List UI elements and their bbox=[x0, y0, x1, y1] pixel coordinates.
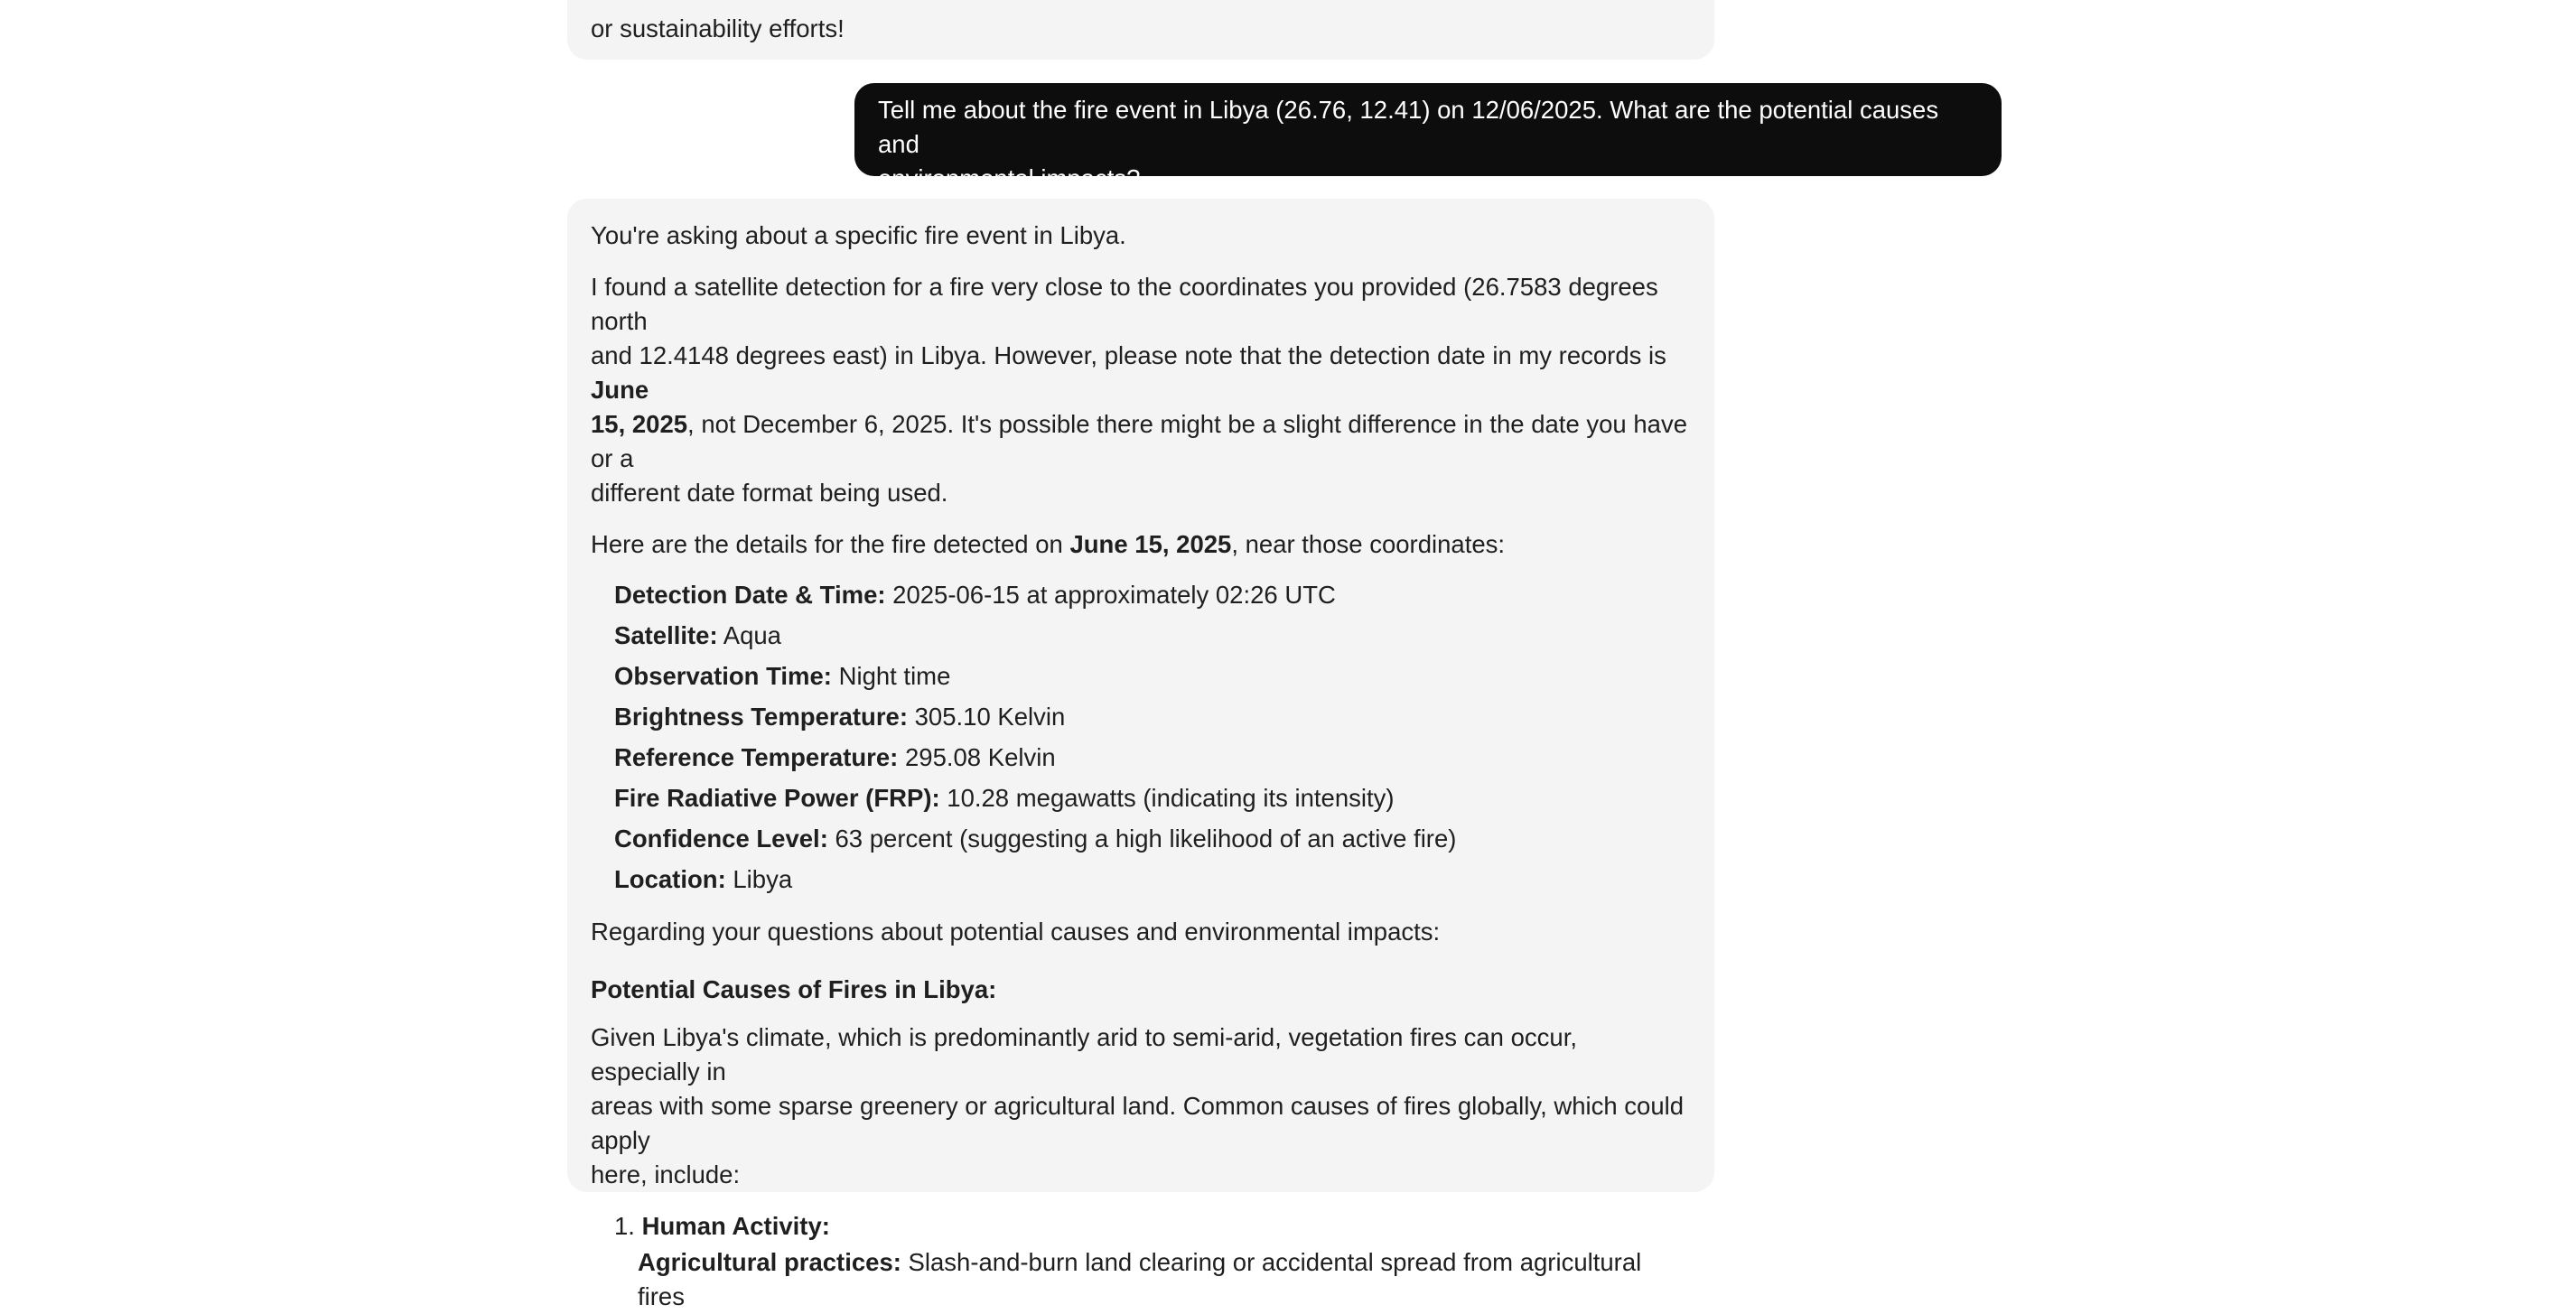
found-line: I found a satellite detection for a fire very close to the coordinates you provided (26.7583 degrees north bbox=[591, 273, 1658, 335]
details-intro-date: June 15, 2025 bbox=[1069, 530, 1232, 558]
fact-value: 295.08 Kelvin bbox=[898, 743, 1056, 771]
user-message-line: Tell me about the fire event in Libya (26.76, 12.41) on 12/06/2025. What are the potential causes and bbox=[878, 96, 1939, 158]
found-paragraph bbox=[591, 270, 1691, 510]
fact-value: Libya bbox=[725, 865, 793, 893]
intro-text: You're asking about a specific fire event in Libya. bbox=[591, 221, 1126, 249]
found-text: and 12.4148 degrees east) in Libya. However, please note that the detection date in my records is bbox=[591, 341, 1666, 369]
fact-item bbox=[614, 574, 1691, 615]
fact-item bbox=[614, 778, 1691, 818]
causes-line: here, include: bbox=[591, 1160, 741, 1188]
found-line bbox=[591, 407, 1691, 476]
fact-item bbox=[614, 615, 1691, 656]
fact-value: Aqua bbox=[717, 621, 781, 649]
causes-list bbox=[591, 1209, 1691, 1314]
fact-label: Brightness Temperature: bbox=[614, 703, 908, 731]
regarding-text: Regarding your questions about potential causes and environmental impacts: bbox=[591, 918, 1441, 946]
fact-label: Reference Temperature: bbox=[614, 743, 899, 771]
user-message-line: environmental impacts? bbox=[878, 164, 1141, 192]
fact-label: Location: bbox=[614, 865, 726, 893]
fact-item bbox=[614, 737, 1691, 778]
details-intro-text: , near those coordinates: bbox=[1231, 530, 1506, 558]
cause-number: 1. bbox=[614, 1212, 635, 1240]
fact-label: Fire Radiative Power (FRP): bbox=[614, 784, 940, 812]
fact-label: Satellite: bbox=[614, 621, 718, 649]
details-intro bbox=[591, 527, 1691, 562]
cause-label: Human Activity: bbox=[641, 1212, 830, 1240]
cause-subitem bbox=[614, 1245, 1691, 1314]
fact-item bbox=[614, 859, 1691, 899]
found-date-bold: June bbox=[591, 376, 649, 404]
previous-message-tail: or sustainability efforts! bbox=[591, 14, 845, 42]
fact-item bbox=[614, 818, 1691, 859]
fact-label: Detection Date & Time: bbox=[614, 581, 886, 609]
assistant-message bbox=[567, 199, 1714, 1310]
fact-item bbox=[614, 656, 1691, 696]
found-text: , not December 6, 2025. It's possible there might be a slight difference in the date you have or a bbox=[591, 410, 1687, 472]
fact-value: 10.28 megawatts (indicating its intensity) bbox=[939, 784, 1395, 812]
cause-item bbox=[614, 1209, 1691, 1314]
causes-line: areas with some sparse greenery or agricultural land. Common causes of fires globally, which could apply bbox=[591, 1092, 1685, 1154]
fact-value: 2025-06-15 at approximately 02:26 UTC bbox=[885, 581, 1336, 609]
fact-label: Confidence Level: bbox=[614, 825, 828, 853]
found-line: different date format being used. bbox=[591, 479, 948, 507]
causes-heading: Potential Causes of Fires in Libya: bbox=[591, 975, 997, 1003]
details-intro-text: Here are the details for the fire detected on bbox=[591, 530, 1070, 558]
cause-sub-label: Agricultural practices: bbox=[638, 1248, 901, 1276]
fact-value: Night time bbox=[831, 662, 951, 690]
fact-value: 63 percent (suggesting a high likelihood of an active fire) bbox=[827, 825, 1457, 853]
fact-item bbox=[614, 696, 1691, 737]
causes-line: Given Libya's climate, which is predominantly arid to semi-arid, vegetation fires can occur, especially in bbox=[591, 1023, 1577, 1086]
found-date-bold: 15, 2025 bbox=[591, 410, 688, 438]
fact-label: Observation Time: bbox=[614, 662, 832, 690]
cause-sub-text: Slash-and-burn land clearing or accidental spread from agricultural fires bbox=[638, 1248, 1642, 1310]
causes-paragraph bbox=[591, 1020, 1691, 1192]
user-message bbox=[854, 83, 2002, 192]
fact-value: 305.10 Kelvin bbox=[907, 703, 1066, 731]
fire-details-list bbox=[591, 574, 1691, 899]
previous-assistant-message bbox=[567, 0, 1714, 60]
found-line bbox=[591, 339, 1691, 407]
